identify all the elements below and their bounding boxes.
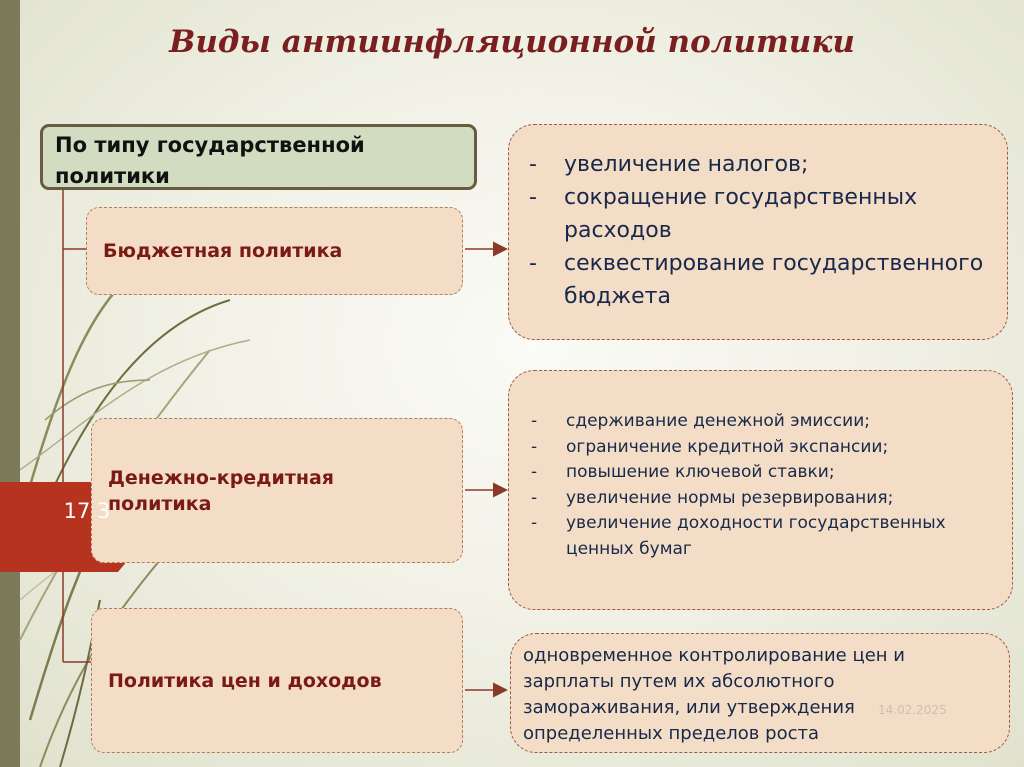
list-item: - повышение ключевой ставки; (531, 460, 996, 486)
list-item: - ограничение кредитной экспансии; (531, 435, 996, 461)
footer-date: 14.02.2025 (878, 703, 947, 717)
list-item: - увеличение нормы резервирования; (531, 486, 996, 512)
budget-measures-list (529, 148, 991, 313)
list-item: - сокращение государственных расходов (529, 181, 991, 247)
classification-header: По типу государственной политики (40, 124, 477, 190)
category-monetary-label: Денежно-кредитная политика (108, 466, 334, 515)
list-item: - сдерживание денежной эмиссии; (531, 409, 996, 435)
slide-number: 17 3 (63, 499, 111, 523)
category-price-label: Политика цен и доходов (108, 669, 382, 692)
monetary-measures-list (531, 409, 996, 562)
category-monetary-policy (91, 418, 463, 563)
budget-measures-box (508, 124, 1008, 340)
price-income-measures-box (510, 633, 1010, 753)
category-price-income-policy (91, 608, 463, 753)
page-title: Виды антиинфляционной политики (169, 24, 855, 60)
category-budget-policy (86, 207, 463, 295)
price-income-measure-text: одновременное контролирование цен и зарплаты путем их абсолютного замораживания, или утверждения определенных пределов роста (523, 645, 905, 744)
list-item: - секвестирование государственного бюджета (529, 247, 991, 313)
category-budget-label: Бюджетная политика (103, 240, 343, 262)
monetary-measures-box (508, 370, 1013, 610)
list-item: - увеличение налогов; (529, 148, 991, 181)
list-item: - увеличение доходности государственных ценных бумаг (531, 511, 996, 562)
